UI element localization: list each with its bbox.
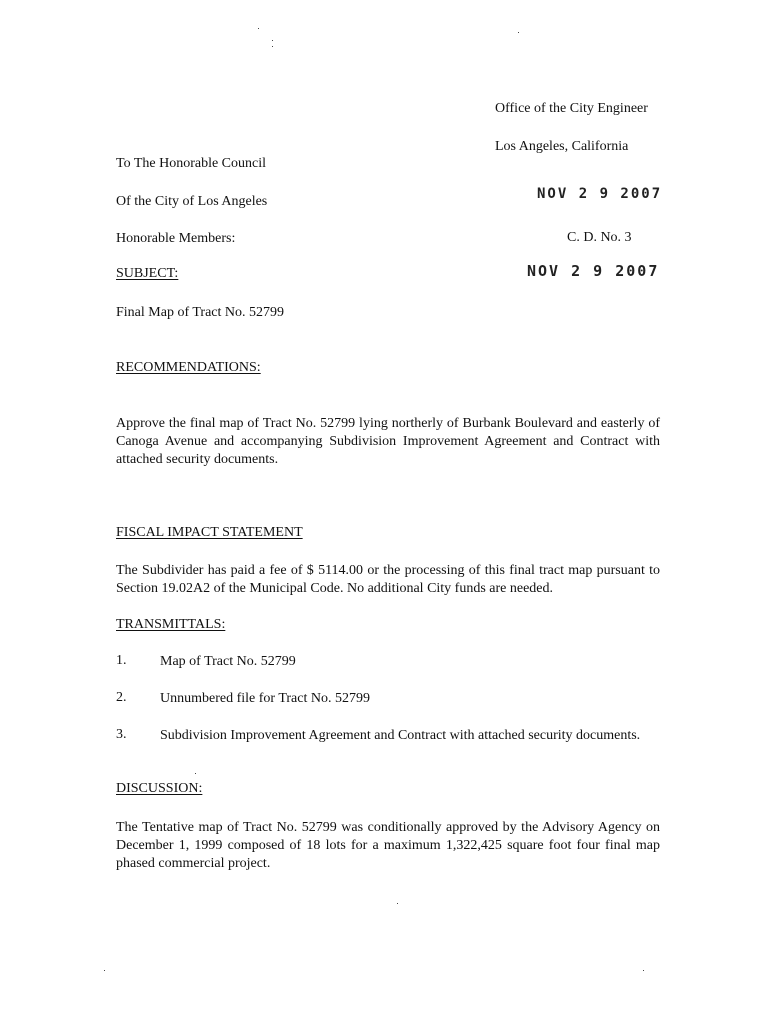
subject-text: Final Map of Tract No. 52799 <box>116 305 284 320</box>
transmittal-number: 2. <box>116 690 127 705</box>
transmittal-item: Unnumbered file for Tract No. 52799 <box>160 691 370 706</box>
scan-speck <box>104 970 105 971</box>
scan-speck <box>258 28 259 29</box>
discussion-text: The Tentative map of Tract No. 52799 was conditionally approved by the Advisory Agency on December 1, 1999 composed of 18 lots for a maximum 1,322,425 square foot four final map phased commercial project. <box>116 820 660 871</box>
transmittal-item: Subdivision Improvement Agreement and Contract with attached security documents. <box>160 728 641 743</box>
received-stamp: NOV 2 9 2007 <box>527 262 660 280</box>
scan-speck <box>643 970 644 971</box>
scan-speck <box>397 903 398 904</box>
fiscal-text: The Subdivider has paid a fee of $ 5114.00 or the processing of this final tract map pursuant to Section 19.02A2 of the Municipal Code. No additional City funds are needed. <box>116 563 660 596</box>
address-line-1: To The Honorable Council <box>116 156 267 171</box>
scan-speck <box>195 773 196 774</box>
salutation: Honorable Members: <box>116 231 236 246</box>
recommendations-heading: RECOMMENDATIONS: <box>116 360 261 375</box>
subject-heading: SUBJECT: <box>116 266 179 281</box>
transmittal-number: 1. <box>116 653 127 668</box>
transmittal-number: 3. <box>116 727 127 742</box>
transmittals-heading: TRANSMITTALS: <box>116 617 226 632</box>
recommendations-text: Approve the final map of Tract No. 52799 lying northerly of Burbank Boulevard and easterly of Canoga Avenue and accompanying Subdivision Improvement Agreement and Contract with attached security documents. <box>116 416 660 467</box>
scan-speck <box>272 46 273 47</box>
fiscal-heading: FISCAL IMPACT STATEMENT <box>116 525 303 540</box>
date-stamp: NOV 2 9 2007 <box>537 186 663 202</box>
council-district: C. D. No. 3 <box>567 230 632 245</box>
location-line: Los Angeles, California <box>495 139 629 154</box>
scan-speck <box>518 32 519 33</box>
discussion-heading: DISCUSSION: <box>116 781 203 796</box>
transmittal-item: Map of Tract No. 52799 <box>160 654 296 669</box>
address-line-2: Of the City of Los Angeles <box>116 194 268 209</box>
office-line: Office of the City Engineer <box>495 101 648 116</box>
scan-speck <box>272 40 273 41</box>
